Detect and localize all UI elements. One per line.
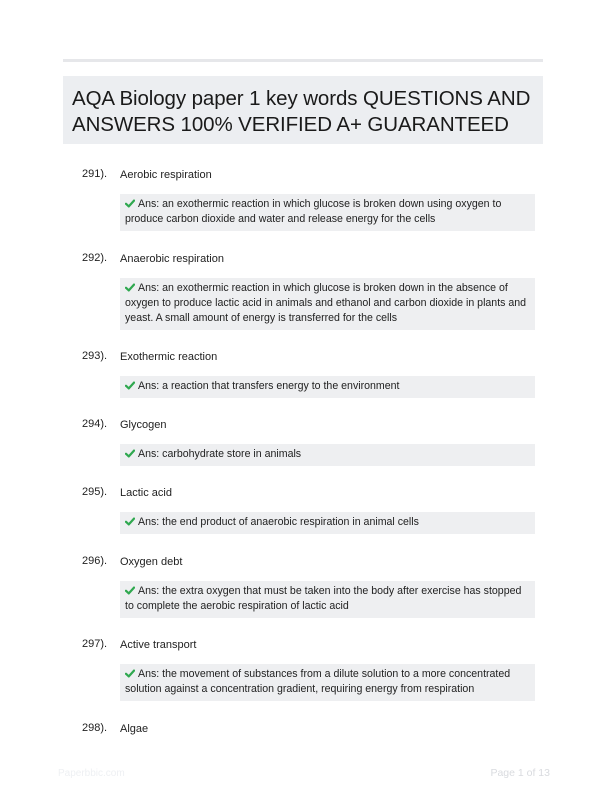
answer-text: Ans: the end product of anaerobic respiration in animal cells	[138, 516, 419, 528]
question-term: Oxygen debt	[120, 556, 183, 568]
page-number: Page 1 of 13	[490, 767, 550, 779]
question-term: Lactic acid	[120, 487, 172, 499]
question-number: 295).	[82, 486, 108, 498]
check-icon	[125, 586, 135, 595]
title-banner	[63, 76, 543, 144]
answer-text: Ans: an exothermic reaction in which glucose is broken down in the absence of oxygen to produce lactic acid in animals and ethanol and carbon dioxide in plants and yeast. A small amount of energy is transferred for the cells	[125, 282, 527, 324]
top-divider	[63, 59, 543, 62]
answer-box	[120, 376, 535, 398]
question-number: 296).	[82, 555, 108, 567]
check-icon	[125, 669, 135, 678]
check-icon	[125, 449, 135, 458]
answer-box	[120, 512, 535, 534]
question-term: Glycogen	[120, 419, 167, 431]
answer-text: Ans: carbohydrate store in animals	[138, 448, 302, 460]
answer-box	[120, 664, 535, 701]
question-term: Algae	[120, 723, 149, 735]
question-number: 292).	[82, 252, 108, 264]
check-icon	[125, 517, 135, 526]
answer-box	[120, 278, 535, 330]
answer-text: Ans: an exothermic reaction in which glucose is broken down using oxygen to produce carbon dioxide and water and release energy for the cells	[125, 198, 502, 225]
footer-site-watermark: Paperbbic.com	[58, 768, 125, 779]
answer-box	[120, 581, 535, 618]
answer-text: Ans: the extra oxygen that must be taken into the body after exercise has stopped to complete the aerobic respiration of lactic acid	[125, 585, 522, 612]
question-term: Aerobic respiration	[120, 169, 212, 181]
answer-text: Ans: a reaction that transfers energy to the environment	[138, 380, 400, 392]
check-icon	[125, 199, 135, 208]
question-term: Active transport	[120, 639, 197, 651]
question-number: 297).	[82, 638, 108, 650]
question-term: Exothermic reaction	[120, 351, 218, 363]
answer-box	[120, 194, 535, 231]
question-number: 293).	[82, 350, 108, 362]
answer-text: Ans: the movement of substances from a dilute solution to a more concentrated solution against a concentration gradient, requiring energy from respiration	[125, 668, 511, 695]
question-number: 298).	[82, 722, 108, 734]
answer-box	[120, 444, 535, 466]
check-icon	[125, 283, 135, 292]
question-number: 294).	[82, 418, 108, 430]
page-title: AQA Biology paper 1 key words QUESTIONS AND ANSWERS 100% VERIFIED A+ GUARANTEED	[72, 87, 531, 136]
check-icon	[125, 381, 135, 390]
question-term: Anaerobic respiration	[120, 253, 224, 265]
question-number: 291).	[82, 168, 108, 180]
